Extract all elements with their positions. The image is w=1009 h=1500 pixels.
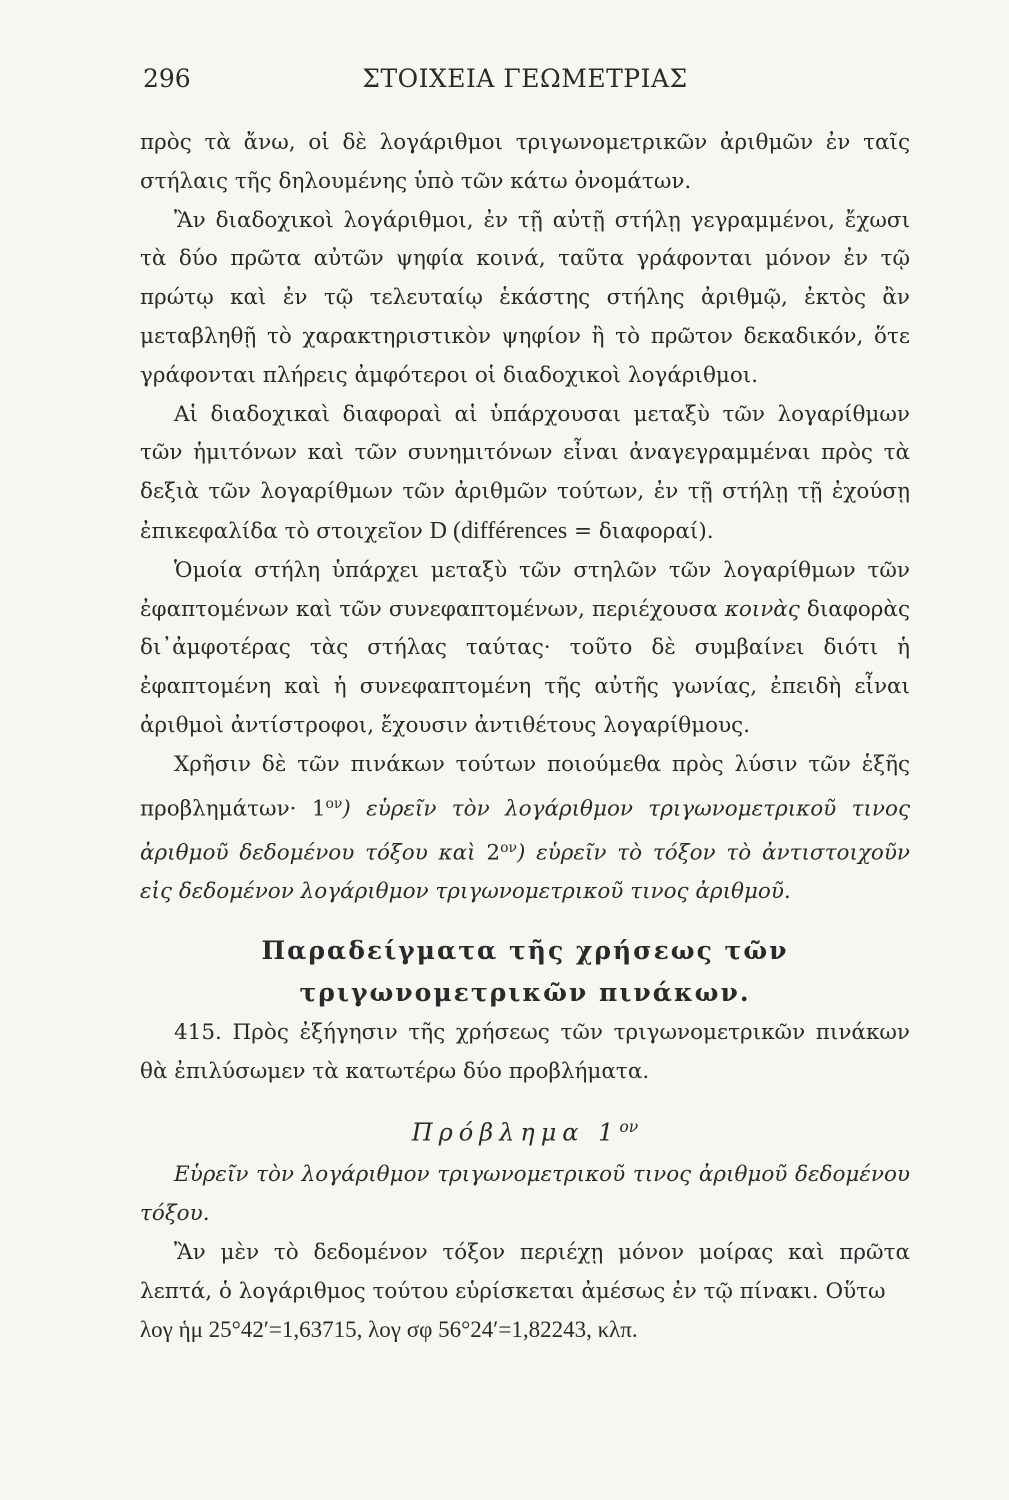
enum-number: 1 bbox=[311, 796, 326, 822]
text-segment: Αἱ διαδοχικαὶ διαφοραὶ αἱ ὑπάρχουσαι μεταξὺ τῶν λογαρίθμων τῶν ἡμιτόνων καὶ τῶν συνημιτόνων εἶναι ἀναγεγραμμέναι πρὸς τὰ δεξιὰ τῶν λογαρίθμων τῶν ἀριθμῶν τούτων, ἐν τῇ στήλῃ τῇ ἐχούσῃ ἐπικεφαλίδα τὸ στοιχεῖον bbox=[140, 401, 910, 544]
running-title: ΣΤΟΙΧΕΙΑ ΓΕΩΜΕΤΡΙΑΣ bbox=[362, 64, 688, 93]
problem-title-text: Πρόβλημα 1 bbox=[411, 1118, 620, 1147]
section-heading-line-2: τριγωνομετρικῶν πινάκων. bbox=[299, 978, 751, 1008]
running-header bbox=[140, 62, 910, 96]
article-paragraph bbox=[140, 1014, 910, 1092]
problem-title-superscript: ον bbox=[619, 1117, 639, 1136]
page-body bbox=[140, 124, 910, 1350]
text-segment: Χρῆσιν δὲ τῶν πινάκων τούτων ποιούμεθα πρὸς λύσιν τῶν ἑξῆς προβλημάτων· bbox=[140, 751, 910, 822]
section-heading-line-1: Παραδείγματα τῆς χρήσεως τῶν bbox=[261, 936, 789, 966]
problem-statement: Εὑρεῖν τὸν λογάριθμον τριγωνομετρικοῦ τινος ἀριθμοῦ δεδομένου τόξου. bbox=[140, 1162, 910, 1227]
italic-task: ) εὑρεῖν τὸν λογάριθμον τριγωνομετρικοῦ τινος ἀριθμοῦ δεδομένου τόξου καὶ bbox=[140, 796, 910, 866]
italic-task: ) εὑρεῖν τὸ τόξον τὸ ἀντιστοιχοῦν εἰς δεδομένον λογάριθμον τριγωνομετρικοῦ τινος ἀριθμοῦ. bbox=[140, 840, 910, 905]
text-segment: Ὁμοία στήλη ὑπάρχει μεταξὺ τῶν στηλῶν τῶν λογαρίθμων τῶν ἐφαπτομένων καὶ τῶν συνεφαπτομένων, περιέχουσα bbox=[140, 557, 910, 622]
paragraph-differences bbox=[140, 396, 910, 552]
problem-title bbox=[140, 1108, 910, 1152]
paragraph-common-digits: Ἂν διαδοχικοὶ λογάριθμοι, ἐν τῇ αὐτῇ στήλῃ γεγραμμένοι, ἔχωσι τὰ δύο πρῶτα αὐτῶν ψηφία κοινά, ταῦτα γράφονται μόνον ἐν τῷ πρώτῳ καὶ ἐν τῷ τελευταίῳ ἑκάστης στήλης ἀριθμῷ, ἐκτὸς ἂν μεταβληθῇ τὸ χαρακτηριστικὸν ψηφίον ἢ τὸ πρῶτον δεκαδικόν, ὅτε γράφονται πλήρεις ἀμφότεροι οἱ διαδοχικοὶ λογάριθμοι. bbox=[140, 207, 910, 388]
text-segment: = διαφοραί). bbox=[574, 518, 714, 544]
text-segment: διαφορὰς δι᾽ἀμφοτέρας τὰς στήλας ταύτας· τοῦτο δὲ συμβαίνει διότι ἡ ἐφαπτομένη καὶ ἡ συνεφαπτομένη τῆς αὐτῆς γωνίας, ἐπειδὴ εἶναι ἀριθμοὶ ἀντίστροφοι, ἔχουσιν ἀντιθέτους λογαρίθμους. bbox=[140, 596, 910, 738]
paragraph-uses bbox=[140, 746, 910, 913]
example-formula: λογ ἡμ 25°42′=1,63715, λογ σφ 56°24′=1,82243, κλπ. bbox=[140, 1317, 638, 1343]
text-segment: Πρὸς ἐξήγησιν τῆς χρήσεως τῶν τριγωνομετρικῶν πινάκων θὰ ἐπιλύσωμεν τὰ κατωτέρω δύο προβλήματα. bbox=[140, 1020, 910, 1085]
section-heading bbox=[140, 930, 910, 1014]
article-number: 415. bbox=[174, 1020, 222, 1046]
page-number: 296 bbox=[143, 64, 191, 93]
paragraph-tangent-differences bbox=[140, 552, 910, 746]
paragraph-continuation: πρὸς τὰ ἄνω, οἱ δὲ λογάριθμοι τριγωνομετρικῶν ἀριθμῶν ἐν ταῖς στήλαις τῆς δηλουμένης ὑπὸ τῶν κάτω ὀνομάτων. bbox=[140, 130, 910, 194]
problem-text: Ἂν μὲν τὸ δεδομένον τόξον περιέχῃ μόνον μοίρας καὶ πρῶτα λεπτά, ὁ λογάριθμος τούτου εὑρίσκεται ἀμέσως ἐν τῷ πίνακι. Οὕτω bbox=[140, 1239, 910, 1304]
latin-term: D (différences bbox=[429, 517, 568, 544]
enum-superscript: ον bbox=[325, 795, 343, 812]
italic-term: κοινὰς bbox=[724, 596, 800, 622]
enum-superscript: ον bbox=[500, 840, 517, 857]
enum-number: 2 bbox=[486, 840, 501, 866]
